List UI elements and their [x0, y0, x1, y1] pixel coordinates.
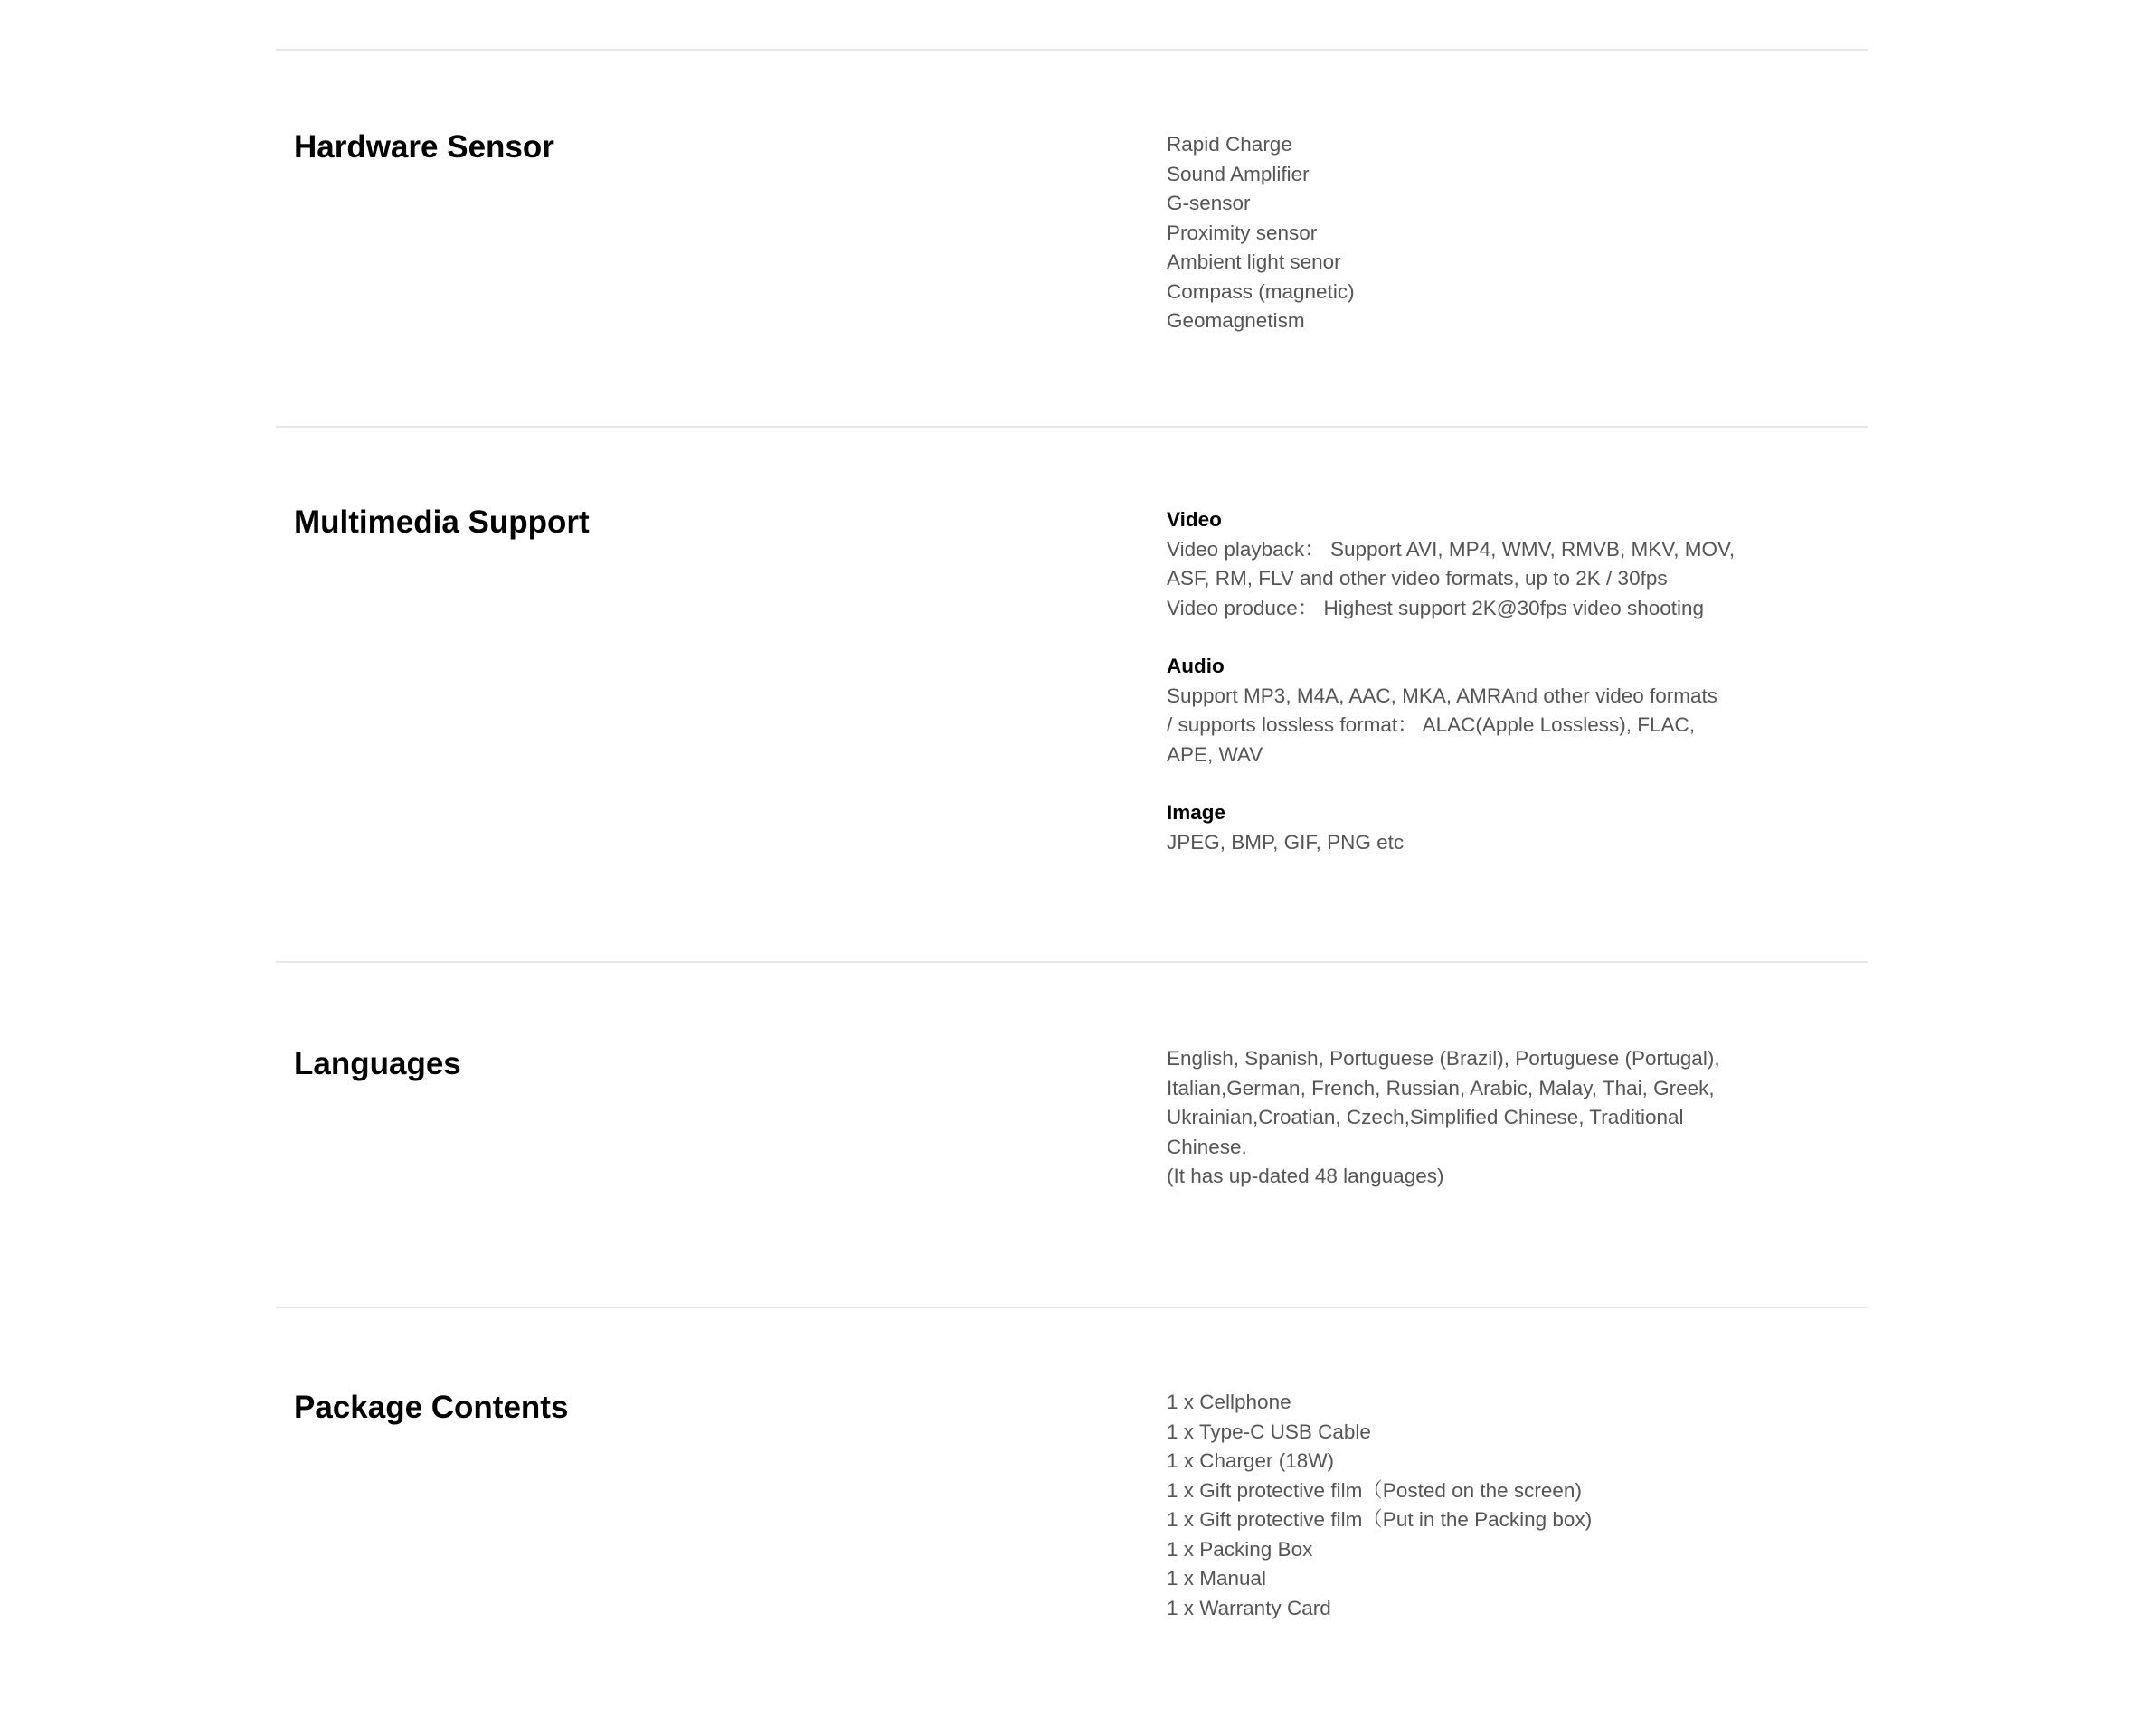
audio-heading: Audio	[1167, 655, 1225, 677]
spec-table	[276, 49, 1868, 1706]
list-item: 1 x Charger (18W)	[1167, 1449, 1335, 1472]
audio-line: / supports lossless format： ALAC(Apple Lossless), FLAC,	[1167, 713, 1695, 736]
languages-note: (It has up-dated 48 languages)	[1167, 1165, 1444, 1187]
list-item: 1 x Cellphone	[1167, 1391, 1291, 1413]
image-heading: Image	[1167, 801, 1226, 824]
spec-row-hardware-sensor	[276, 51, 1868, 428]
video-heading: Video	[1167, 508, 1222, 531]
spec-row-package-contents	[276, 1308, 1868, 1706]
audio-line: Support MP3, M4A, AAC, MKA, AMRAnd other video formats	[1167, 684, 1718, 707]
list-item: G-sensor	[1167, 192, 1251, 214]
list-item: 1 x Warranty Card	[1167, 1596, 1331, 1619]
list-item: Proximity sensor	[1167, 221, 1318, 244]
spec-row-languages	[276, 963, 1868, 1308]
audio-block	[1167, 652, 1782, 769]
list-item: Ambient light senor	[1167, 250, 1341, 273]
hardware-sensor-list	[1167, 130, 1782, 336]
list-item: Compass (magnetic)	[1167, 279, 1355, 303]
section-title-multimedia-support: Multimedia Support	[294, 505, 590, 540]
languages-text: English, Spanish, Portuguese (Brazil), Portuguese (Portugal), Italian,German, French, Russian, Arabic, Malay, Thai, Greek, Ukrainian,Croatian, Czech,Simplified Chinese, Traditional Chinese.	[1167, 1047, 1720, 1158]
package-contents-list	[1167, 1388, 1782, 1623]
list-item: 1 x Packing Box	[1167, 1537, 1313, 1561]
languages-details	[1167, 1044, 1764, 1192]
list-item: Rapid Charge	[1167, 133, 1292, 156]
list-item: 1 x Gift protective film（Put in the Packing box)	[1167, 1508, 1593, 1531]
section-title-package-contents: Package Contents	[294, 1390, 569, 1425]
video-line: Video playback： Support AVI, MP4, WMV, RMVB, MKV, MOV,	[1167, 537, 1736, 561]
image-line: JPEG, BMP, GIF, PNG etc	[1167, 830, 1405, 854]
section-title-languages: Languages	[294, 1046, 461, 1081]
section-title-hardware-sensor: Hardware Sensor	[294, 129, 554, 165]
list-item: 1 x Gift protective film（Posted on the screen)	[1167, 1478, 1582, 1502]
list-item: 1 x Type-C USB Cable	[1167, 1420, 1371, 1443]
list-item: Sound Amplifier	[1167, 162, 1310, 185]
video-line: ASF, RM, FLV and other video formats, up to 2K / 30fps	[1167, 567, 1668, 590]
multimedia-support-details	[1167, 505, 1782, 857]
list-item: 1 x Manual	[1167, 1567, 1267, 1590]
spec-row-multimedia-support	[276, 428, 1868, 963]
video-line: Video produce： Highest support 2K@30fps video shooting	[1167, 596, 1705, 619]
list-item: Geomagnetism	[1167, 309, 1305, 332]
video-block	[1167, 505, 1782, 623]
audio-line: APE, WAV	[1167, 742, 1263, 766]
image-block	[1167, 798, 1782, 857]
